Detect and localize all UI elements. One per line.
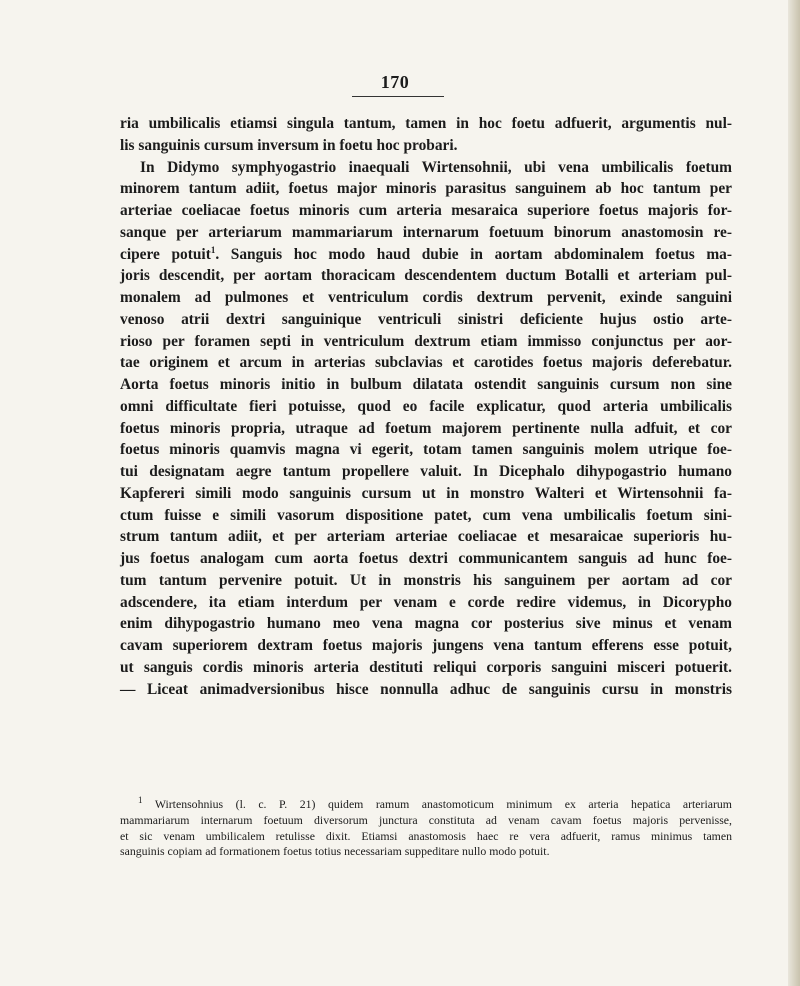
text-line: adscendere, ita etiam interdum per venam e corde redire videmus, in Dicorypho [120, 593, 732, 611]
text-line: ut sanguis cordis minoris arteria destituti reliqui corporis sanguini misceri potuerit. [120, 658, 732, 676]
text-line: Aorta foetus minoris initio in bulbum dilatata ostendit sanguinis cursum non sine [120, 376, 732, 393]
text-line: lis sanguinis cursum inversum in foetu hoc probari. [120, 136, 458, 154]
text-line: joris descendit, per aortam thoracicam descendentem ductum Botalli et arteriam pul- [120, 267, 732, 285]
page-number: 170 [380, 72, 410, 92]
text-line: strum tantum adiit, et per arteriam arteriae coeliacae et mesaraicae superioris hu- [120, 528, 732, 546]
footnote-line: sanguinis copiam ad formationem foetus totius necessariam suppeditare nullo modo potuit. [120, 844, 550, 859]
footnote-line: et sic venam umbilicalem retulisse dixit. Etiamsi anastomosis haec re vera adfuerit, ramus minimus tamen [120, 828, 732, 843]
header-rule [352, 96, 444, 97]
main-text [120, 113, 732, 700]
text-fragment: cipere potuit [120, 245, 211, 263]
text-line: tui designatam aegre tantum propellere valuit. In Dicephalo dihypogastrio humano [120, 463, 732, 480]
text-line: Kapfereri simili modo sanguinis cursum ut in monstro Walteri et Wirtensohnii fa- [120, 484, 732, 502]
footnote [120, 797, 732, 860]
text-line: jus foetus analogam cum aorta foetus dextri communicantem sanguis ad hunc foe- [120, 550, 732, 567]
text-line: enim dihypogastrio humano meo vena magna cor posterius sive minus et venam [120, 615, 732, 633]
text-line: In Didymo symphyogastrio inaequali Wirtensohnii, ubi vena umbilicalis foetum [140, 158, 732, 176]
text-line: foetus minoris quamvis magna vi egerit, totam tamen sanguinis molem utrique foe- [120, 441, 732, 459]
footnote-line [120, 797, 732, 813]
text-line [120, 244, 732, 266]
text-line: sanque per arteriarum mammariarum internarum foetuum binorum anastomosin re- [120, 223, 732, 241]
text-line: — Liceat animadversionibus hisce nonnulla adhuc de sanguinis cursu in monstris [120, 680, 732, 698]
text-fragment: . Sanguis hoc modo haud dubie in aortam abdominalem foetus ma- [215, 245, 732, 263]
text-line: ctum fuisse e simili vasorum dispositione patet, cum vena umbilicalis foetum sini- [120, 506, 732, 524]
text-line: rioso per foramen septi in ventriculum dextrum etiam immisso conjunctus per aor- [120, 332, 732, 350]
text-line: tum tantum pervenire potuit. Ut in monstris his sanguinem per aortam ad cor [120, 571, 732, 589]
text-line: tae originem et arcum in arterias subclavias et carotides foetus majoris deferebatur. [120, 354, 732, 372]
text-line: foetus minoris propria, utraque ad foetum majorem pertinente nulla adfuit, et cor [120, 419, 732, 437]
footnote-marker: 1 [138, 795, 143, 806]
text-line: cavam superiorem dextram foetus majoris jungens vena tantum efferens esse potuit, [120, 637, 732, 654]
text-line: venoso atrii dextri sanguinique ventriculi sinistri deficiente hujus ostio arte- [120, 310, 732, 328]
text-line: arteriae coeliacae foetus minoris cum arteria mesaraica superiore foetus majoris for- [120, 202, 732, 219]
footnote-line: mammariarum internarum foetuum diversorum junctura constituta ad venam cavam foetus majoris pervenisse, [120, 812, 732, 827]
page-edge [788, 0, 800, 986]
footnote-text: Wirtensohnius (l. c. P. 21) quidem ramum anastomoticum minimum ex arteria hepatica arteriarum [154, 797, 732, 811]
text-line: monalem ad pulmones et ventriculum cordis dextrum pervenit, exinde sanguini [120, 289, 732, 306]
text-line: omni difficultate fieri potuisse, quod eo facile explicatur, quod arteria umbilicalis [120, 397, 732, 415]
text-line: ria umbilicalis etiamsi singula tantum, tamen in hoc foetu adfuerit, argumentis nul- [120, 115, 732, 132]
footnote-reference: 1 [210, 244, 216, 255]
text-line: minorem tantum adiit, foetus major minoris parasitus sanguinem ab hoc tantum per [120, 180, 732, 198]
